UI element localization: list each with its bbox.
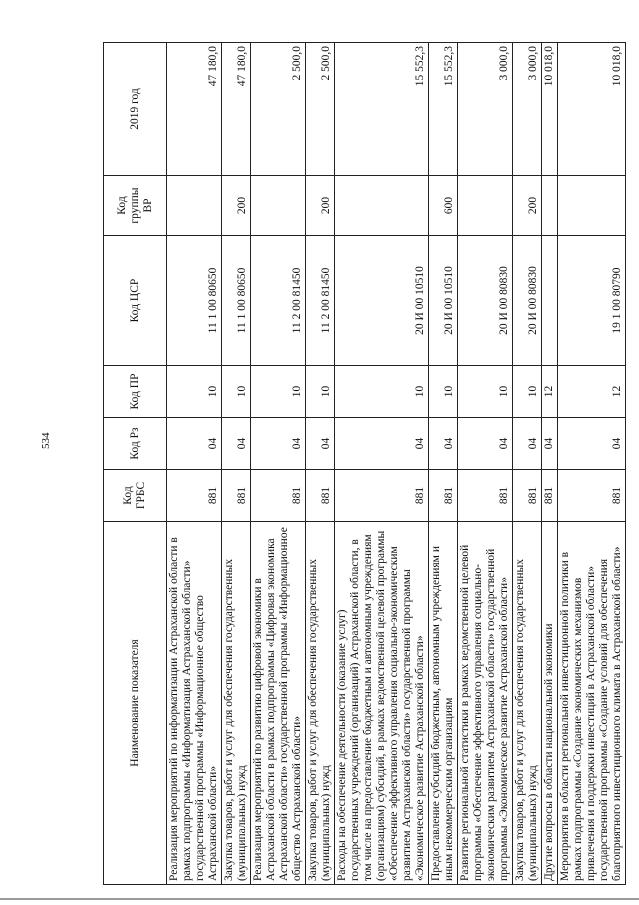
row-csr: 11 2 00 81450 — [306, 236, 335, 366]
row-rz: 04 — [167, 418, 222, 470]
row-csr: 11 1 00 80650 — [222, 236, 251, 366]
row-name: Мероприятия в области региональной инвестиционной политики в рамках подпрограммы «Создание экономических механизмов привлечения и поддержки инвестиций в Астраханской области» государственной программы «Создание условий для обеспечения благоприятного инвестиционного климата в Астраханской области» — [558, 522, 626, 885]
row-csr: 19 1 00 80790 — [558, 236, 626, 366]
row-name: Закупка товаров, работ и услуг для обеспечения государственных (муниципальных) нужд — [513, 522, 542, 885]
row-grbs: 881 — [335, 470, 429, 522]
row-csr: 20 И 00 10510 — [429, 236, 458, 366]
row-pr: 12 — [558, 366, 626, 418]
header-csr: Код ЦСР — [104, 236, 167, 366]
row-name: Закупка товаров, работ и услуг для обеспечения государственных (муниципальных) нужд — [222, 522, 251, 885]
row-rz: 04 — [251, 418, 306, 470]
row-vr — [558, 176, 626, 236]
row-name: Другие вопросы в области национальной экономики — [542, 522, 558, 885]
row-pr: 10 — [306, 366, 335, 418]
row-name: Предоставление субсидий бюджетным, автономным учреждениям и иным некоммерческим организациям — [429, 522, 458, 885]
row-name: Закупка товаров, работ и услуг для обеспечения государственных (муниципальных) нужд — [306, 522, 335, 885]
scan-bottom-edge — [0, 898, 639, 900]
row-rz: 04 — [335, 418, 429, 470]
row-rz: 04 — [429, 418, 458, 470]
row-vr: 600 — [429, 176, 458, 236]
table-header-row — [104, 43, 167, 885]
row-grbs: 881 — [429, 470, 458, 522]
row-csr: 11 2 00 81450 — [251, 236, 306, 366]
row-amount: 10 018,0 — [558, 43, 626, 176]
row-name: Расходы на обеспечение деятельности (оказание услуг) государственных учреждений (организаций) Астраханской области, в том числе на предоставление бюджетным и автономным учреждениям (организациям) субсидий, в рамках ведомственной целевой программы «Обеспечение эффективного управления социально-экономическим развитием Астраханской области» государственной программы «Экономическое развитие Астраханской области» — [335, 522, 429, 885]
header-rz: Код Рз — [104, 418, 167, 470]
row-grbs: 881 — [251, 470, 306, 522]
row-name: Развитие региональной статистики в рамках ведомственной целевой программы «Обеспечение эффективного управления социально-экономическим развитием Астраханской области» государственной программы «Экономическое развитие Астраханской области» — [458, 522, 513, 885]
header-vr: Код группы ВР — [104, 176, 167, 236]
row-pr: 10 — [513, 366, 542, 418]
row-amount: 10 018,0 — [542, 43, 558, 176]
row-amount: 3 000,0 — [458, 43, 513, 176]
row-csr: 20 И 00 80830 — [458, 236, 513, 366]
row-rz: 04 — [222, 418, 251, 470]
page-number: 534 — [40, 432, 52, 449]
row-vr — [335, 176, 429, 236]
row-csr — [542, 236, 558, 366]
row-grbs: 881 — [167, 470, 222, 522]
header-name: Наименование показателя — [104, 522, 167, 885]
row-grbs: 881 — [558, 470, 626, 522]
row-amount: 3 000,0 — [513, 43, 542, 176]
row-pr: 10 — [335, 366, 429, 418]
row-amount: 2 500,0 — [251, 43, 306, 176]
row-csr: 20 И 00 80830 — [513, 236, 542, 366]
row-pr: 10 — [429, 366, 458, 418]
table-row — [167, 43, 222, 885]
row-vr — [251, 176, 306, 236]
row-rz: 04 — [513, 418, 542, 470]
row-rz: 04 — [306, 418, 335, 470]
row-amount: 15 552,3 — [429, 43, 458, 176]
row-pr: 10 — [458, 366, 513, 418]
row-rz: 04 — [542, 418, 558, 470]
row-pr: 10 — [251, 366, 306, 418]
table-row — [251, 43, 306, 885]
row-vr — [458, 176, 513, 236]
budget-table-container — [103, 43, 623, 885]
row-vr — [167, 176, 222, 236]
row-amount: 2 500,0 — [306, 43, 335, 176]
budget-table — [103, 42, 626, 885]
row-grbs: 881 — [542, 470, 558, 522]
row-amount: 47 180,0 — [167, 43, 222, 176]
row-vr — [542, 176, 558, 236]
row-pr: 10 — [167, 366, 222, 418]
row-vr: 200 — [513, 176, 542, 236]
row-grbs: 881 — [458, 470, 513, 522]
table-row — [335, 43, 429, 885]
row-csr: 20 И 00 10510 — [335, 236, 429, 366]
row-rz: 04 — [558, 418, 626, 470]
row-grbs: 881 — [222, 470, 251, 522]
row-pr: 10 — [222, 366, 251, 418]
row-amount: 47 180,0 — [222, 43, 251, 176]
row-grbs: 881 — [306, 470, 335, 522]
row-rz: 04 — [458, 418, 513, 470]
table-row — [558, 43, 626, 885]
table-row — [542, 43, 558, 885]
row-vr: 200 — [222, 176, 251, 236]
table-row — [429, 43, 458, 885]
row-vr: 200 — [306, 176, 335, 236]
row-csr: 11 1 00 80650 — [167, 236, 222, 366]
header-grbs: Код ГРБС — [104, 470, 167, 522]
row-name: Реализация мероприятий по информатизации Астраханской области в рамках подпрограммы «Информатизация Астраханской области» государственной программы «Информационное общество Астраханской области» — [167, 522, 222, 885]
table-row — [306, 43, 335, 885]
row-pr: 12 — [542, 366, 558, 418]
row-grbs: 881 — [513, 470, 542, 522]
table-row — [513, 43, 542, 885]
header-year: 2019 год — [104, 43, 167, 176]
table-row — [458, 43, 513, 885]
header-pr: Код ПР — [104, 366, 167, 418]
row-name: Реализация мероприятий по развитию цифровой экономики в Астраханской области в рамках подпрограммы «Цифровая экономика Астраханской области» государственной программы «Информационное общество Астраханской области» — [251, 522, 306, 885]
row-amount: 15 552,3 — [335, 43, 429, 176]
table-row — [222, 43, 251, 885]
